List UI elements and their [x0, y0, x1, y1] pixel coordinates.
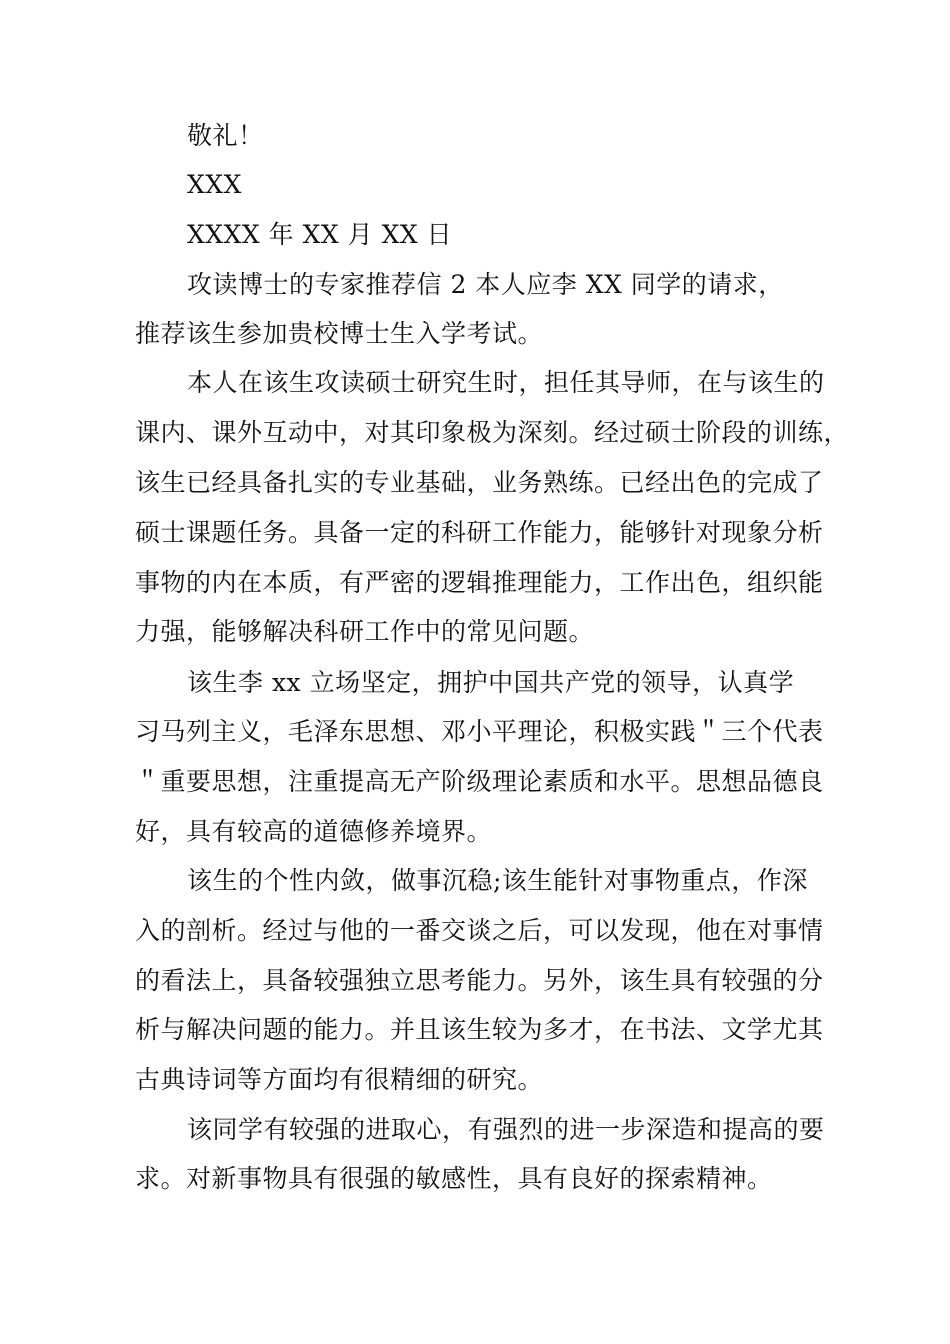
paragraph-line: 该生已经具备扎实的专业基础，业务熟练。已经出色的完成了: [135, 468, 824, 497]
paragraph-line: 攻读博士的专家推荐信 2 本人应李 XX 同学的请求，: [187, 270, 784, 299]
date-line: XXXX 年 XX 月 XX 日: [187, 220, 453, 249]
paragraph-line: 事物的内在本质，有严密的逻辑推理能力，工作出色，组织能: [135, 568, 824, 597]
signature: XXX: [187, 170, 242, 199]
paragraph-line: 好，具有较高的道德修养境界。: [135, 817, 493, 846]
paragraph-line: 硕士课题任务。具备一定的科研工作能力，能够针对现象分析: [135, 518, 824, 547]
paragraph-line: 析与解决问题的能力。并且该生较为多才，在书法、文学尤其: [135, 1015, 824, 1044]
paragraph-line: 习马列主义，毛泽东思想、邓小平理论，积极实践＂三个代表: [135, 717, 824, 746]
paragraph-line: 该同学有较强的进取心，有强烈的进一步深造和提高的要: [187, 1115, 825, 1144]
paragraph-line: 求。对新事物具有很强的敏感性，具有良好的探索精神。: [135, 1164, 773, 1193]
paragraph-line: 的看法上，具备较强独立思考能力。另外，该生具有较强的分: [135, 966, 824, 995]
paragraph-line: 该生李 xx 立场坚定，拥护中国共产党的领导，认真学: [187, 668, 795, 697]
paragraph-line: 力强，能够解决科研工作中的常见问题。: [135, 617, 595, 646]
closing-salutation: 敬礼！: [187, 121, 264, 150]
paragraph-line: 古典诗词等方面均有很精细的研究。: [135, 1065, 544, 1094]
paragraph-line: 推荐该生参加贵校博士生入学考试。: [135, 319, 544, 348]
paragraph-line: 该生的个性内敛，做事沉稳;该生能针对事物重点，作深: [187, 866, 808, 895]
paragraph-line: 入的剖析。经过与他的一番交谈之后，可以发现，他在对事情: [135, 916, 824, 945]
paragraph-line: ＂重要思想，注重提高无产阶级理论素质和水平。思想品德良: [135, 767, 824, 796]
paragraph-line: 本人在该生攻读硕士研究生时，担任其导师，在与该生的: [187, 368, 825, 397]
paragraph-line: 课内、课外互动中，对其印象极为深刻。经过硕士阶段的训练，: [135, 418, 850, 447]
